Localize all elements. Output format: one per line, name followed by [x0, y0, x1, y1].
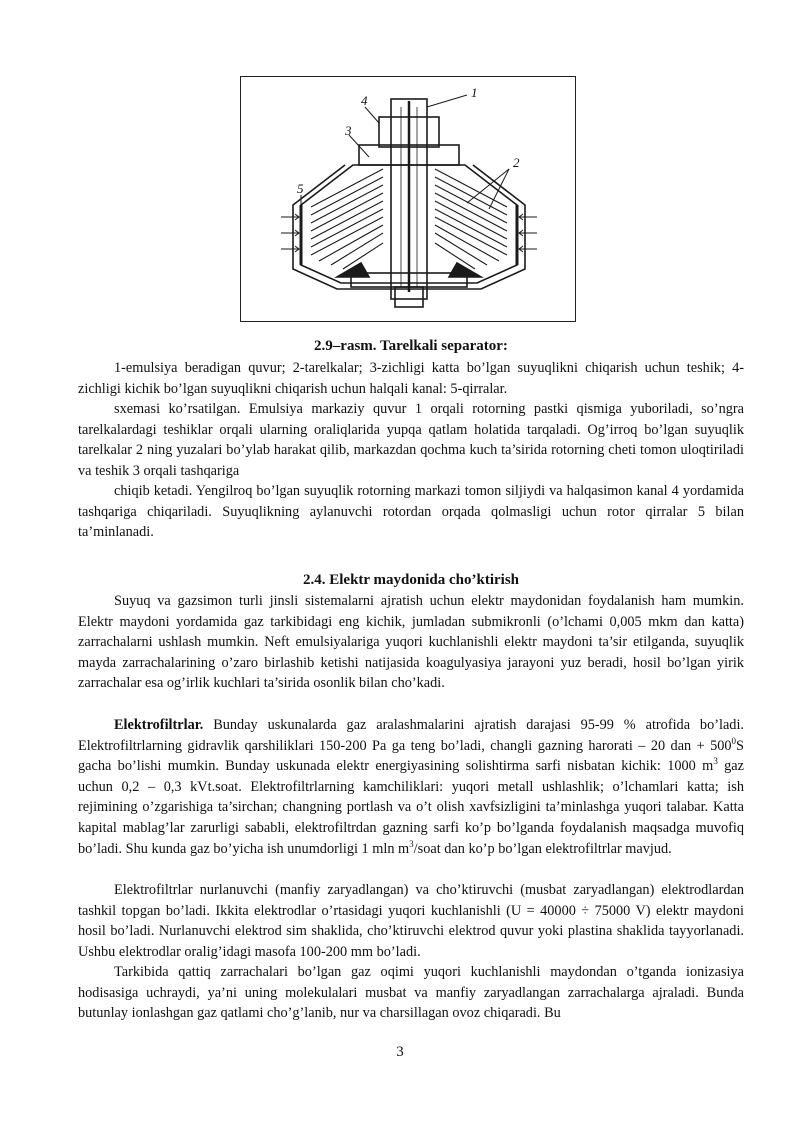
section-heading: 2.4. Elektr maydonida cho’ktirish	[303, 572, 519, 588]
paragraph-4	[78, 715, 744, 859]
figure-label-4: 4	[361, 93, 368, 108]
paragraph-4-sup-2: 3	[713, 756, 718, 767]
figure-caption-title: 2.9–rasm. Tarelkali separator:	[314, 338, 508, 354]
paragraph-3: Suyuq va gazsimon turli jinsli sistemalarni ajratish uchun elektr maydonidan foydalanish ham mumkin. Elektr maydoni yordamida gaz tarkibidagi eng kichik, jumladan submikronli (o’lchami 0,005 mkm dan katta) zarrachalarni ushlash mumkin. Neft emulsiyalariga yuqori kuchlanishli elektr maydoni ta’sir etilganda, suyuqlik mayda zarrachalarining o’zaro birlashib ketishi natijasida koagulyasiya jarayoni yuz beradi, hosil bo’lgan yirik zarrachalar esa og’irlik kuchlari ta’sirida osonlik bilan cho’kadi.	[78, 593, 744, 692]
paragraph-4-lead: Elektrofiltrlar.	[114, 717, 204, 733]
paragraph-4-part-a: Bunday uskunalarda gaz aralashmalarini ajratish darajasi 95-99 % atrofida bo’ladi. Elektrofiltrlarning gidravlik qarshiliklari 150-200 Pa ga teng bo’ladi, changli gazning harorati – 20 dan + 500	[78, 717, 744, 754]
paragraph-6: Tarkibida qattiq zarrachalari bo’lgan gaz oqimi yuqori kuchlanishli maydondan o’tganda ionizasiya hodisasiga uchraydi, ya’ni uning molekulalari musbat va manfiy zaryadlangan zarrachalarga ajraladi. Bunda butunlay ionlashgan gaz qatlami cho’g’lanib, nur va charsillagan ovoz chiqaradi. Bu	[78, 964, 744, 1022]
paragraph-4-part-d: /soat dan ko’p bo’lgan elektrofiltrlar mavjud.	[413, 840, 672, 857]
figure-label-3: 3	[345, 123, 352, 138]
separator-drawing	[241, 77, 577, 323]
paragraph-5: Elektrofiltrlar nurlanuvchi (manfiy zaryadlangan) va cho’ktiruvchi (musbat zaryadlangan) elektrodlardan tashkil topgan bo’ladi. Ikkita elektrodlar o’rtasidagi yuqori kuchlanishli (U = 40000 ÷ 75000 V) elektr maydoni hosil bo’ladi. Nurlanuvchi elektrod sim shaklida, cho’ktiruvchi elektrod quvur yoki plastina shaklida tayyorlanadi. Ushbu elektrodlar oralig’idagi masofa 100-200 mm bo’ladi.	[78, 882, 744, 960]
paragraph-4-sup-1: 0	[731, 735, 737, 746]
figure-caption-text: 1-emulsiya beradigan quvur; 2-tarelkalar; 3-zichligi katta bo’lgan suyuqlikni chiqarish uchun teshik; 4-zichligi kichik bo’lgan suyuqlikni chiqarish uchun halqali kanal: 5-qirralar.	[78, 360, 744, 397]
page-number: 3	[396, 1044, 404, 1060]
paragraph-4-part-b: S gacha bo’lishi mumkin. Bunday uskunada elektr energiyasining solishtirma sarfi nisbatan kichik: 1000 m	[78, 737, 744, 775]
paragraph-1: sxemasi ko’rsatilgan. Emulsiya markaziy quvur 1 orqali rotorning pastki qismiga yuboriladi, so’ngra tarelkalardagi teshiklar orqali ularning oraliqlarida yupqa qatlam holatida tarqaladi. Og’irroq bo’lgan suyuqlik tarelkalar 2 ning yuzalari bo’ylab harakat qilib, markazdan qochma kuch ta’sirida rotorning cheti tomon uloqtiriladi va teshik 3 orqali tashqariga	[78, 401, 744, 479]
paragraph-4-sup-3: 3	[409, 838, 414, 849]
figure-label-2: 2	[513, 155, 520, 170]
figure-label-1: 1	[471, 85, 478, 100]
paragraph-4-part-c: gaz uchun 0,2 – 0,3 kVt.soat. Elektrofiltrlarning kamchiliklari: yuqori metall ushlashlik; o’lchamlari katta; ish rejimining o’zgarishiga ta’sirchan; changning portlash va o’t olish xavfsizligini ta’minlashga yuqori talabar. Katta kapital mablag’lar zarurligi sababli, elektrofiltrdan gazning sarfi ko’p bo’lganda foydalanish maqsadga muvofiq bo’ladi. Shu kunda gaz bo’yicha ish unumdorligi 1 mln m	[78, 758, 744, 857]
separator-figure	[240, 76, 576, 322]
figure-label-5: 5	[297, 181, 304, 196]
paragraph-2: chiqib ketadi. Yengilroq bo’lgan suyuqlik rotorning markazi tomon siljiydi va halqasimon kanal 4 yordamida tashqariga chiqariladi. Suyuqlikning aylanuvchi rotordan orqada qolmasligi uchun rotor qirralar 5 bilan ta’minlanadi.	[78, 483, 744, 541]
